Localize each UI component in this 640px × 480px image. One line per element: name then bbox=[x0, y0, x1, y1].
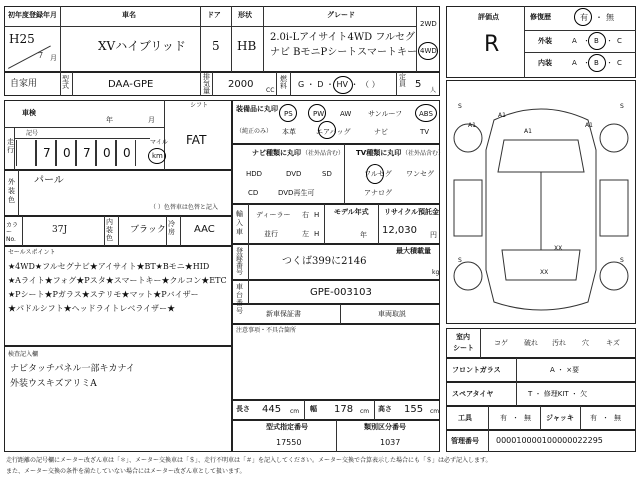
inspection-label: 車検 bbox=[22, 109, 36, 117]
repair-no: 無 bbox=[606, 13, 614, 22]
jack-no: 無 bbox=[614, 414, 621, 422]
wheel-rear-left bbox=[454, 262, 482, 290]
mileage-digit-cell bbox=[36, 140, 56, 166]
wheel-rear-right bbox=[600, 262, 628, 290]
model-year-unit: 年 bbox=[360, 231, 367, 239]
selling-point-line: ★4WD★フルセグナビ★アイサイト★BT★Bモニ★HID bbox=[8, 262, 210, 271]
glass-value: A ・ ×要 bbox=[550, 366, 580, 374]
notes-label: 注意事項・不具合箇所 bbox=[236, 327, 297, 334]
interior-color-value: ブラック bbox=[130, 225, 166, 235]
mileage-digit: 0 bbox=[63, 146, 71, 160]
selling-point-line: ★Aライト★フォグ★Pスタ★スマートキー★クルコン★ETC bbox=[8, 276, 227, 285]
interior-color-label: 内装色 bbox=[106, 218, 113, 242]
interior-grade-a: A bbox=[572, 59, 577, 67]
width-unit: cm bbox=[360, 408, 370, 415]
4wd-circle-mark bbox=[418, 42, 438, 60]
model-year-label: モデル年式 bbox=[334, 208, 369, 216]
ac-value: AAC bbox=[194, 224, 215, 235]
inspection-month: 月 bbox=[148, 116, 155, 124]
tv-fullseg-circle-mark bbox=[366, 164, 384, 184]
payload-label: 最大積載量 bbox=[396, 247, 431, 255]
first-reg-label: 初年度登録年月 bbox=[8, 11, 57, 19]
tools-label: 工具 bbox=[458, 414, 472, 422]
chassis-label: 車台番号 bbox=[236, 283, 243, 315]
recycle-amount: 12,030 bbox=[382, 225, 417, 236]
import-h-left: H bbox=[314, 230, 320, 238]
doors-value: 5 bbox=[212, 39, 220, 53]
equip-ps-circle-mark bbox=[279, 104, 297, 122]
interior-dot2: ・ bbox=[606, 59, 613, 67]
nav-sd: SD bbox=[322, 170, 332, 178]
equip-pw: PW bbox=[313, 110, 325, 118]
length-unit: cm bbox=[290, 408, 300, 415]
equip-pw-circle-mark bbox=[308, 104, 326, 122]
inspection-year: 年 bbox=[106, 116, 113, 124]
mark-s-1: S bbox=[458, 103, 462, 110]
nav-dvd: DVD bbox=[286, 170, 302, 178]
type-no-value: 17550 bbox=[276, 438, 302, 447]
mile-unit: マイル bbox=[150, 139, 168, 146]
exterior-grade-a: A bbox=[572, 37, 577, 45]
doors-label: ドア bbox=[207, 11, 221, 19]
plate-label: 登録番号 bbox=[236, 247, 243, 276]
jack-label: ジャッキ bbox=[546, 414, 574, 422]
tv-oneseg: ワンセグ bbox=[406, 170, 434, 178]
mgmt-number: 000010000100000022295 bbox=[496, 436, 603, 445]
shift-label: シフト bbox=[190, 102, 209, 109]
car-name-label: 車名 bbox=[122, 11, 136, 19]
interior-grade-c: C bbox=[617, 59, 622, 67]
4wd-option: 4WD bbox=[420, 47, 437, 55]
equipment-sublabel: （純正のみ） bbox=[236, 128, 273, 135]
damage-burn: コゲ bbox=[494, 339, 508, 347]
exterior-grade-b: B bbox=[594, 37, 599, 45]
capacity-label: 定員 bbox=[399, 73, 406, 88]
shape-label: 形状 bbox=[238, 11, 252, 19]
interior-grade-b: B bbox=[594, 59, 599, 67]
equip-airbag-circle-mark bbox=[318, 121, 336, 139]
class-no-value: 1037 bbox=[380, 438, 401, 447]
import-right: 右 bbox=[302, 211, 309, 219]
grade-line2: ナビ BモニPシートスマートキー bbox=[270, 47, 417, 58]
windshield-outline bbox=[498, 140, 584, 172]
interior-damage-label-1: 室内 bbox=[456, 333, 470, 341]
type-label: 型式 bbox=[62, 75, 69, 90]
first-reg-era: H25 bbox=[9, 32, 35, 46]
nav-cd: CD bbox=[248, 189, 259, 197]
2wd-option: 2WD bbox=[420, 20, 437, 28]
height-unit: cm bbox=[430, 408, 440, 415]
warranty-label: 新車保証書 bbox=[266, 310, 301, 318]
mileage-digit-cell bbox=[16, 140, 36, 166]
selling-points-label: セールスポイント bbox=[8, 249, 56, 256]
tools-dot: ・ bbox=[512, 414, 519, 422]
mileage-label: 走行 bbox=[7, 138, 14, 154]
width-label: 幅 bbox=[310, 405, 317, 413]
nav-types-label: ナビ種類に丸印 bbox=[252, 149, 301, 157]
score-label: 評価点 bbox=[478, 13, 499, 21]
import-parallel: 並行 bbox=[264, 230, 278, 238]
nav-dvd-playback: DVD再生可 bbox=[278, 189, 315, 197]
exterior-b-circle-mark bbox=[588, 32, 606, 50]
exterior-dot2: ・ bbox=[606, 37, 613, 45]
damage-stain: 汚れ bbox=[552, 339, 566, 347]
km-circle-mark bbox=[148, 148, 166, 164]
first-reg-month-unit: 月 bbox=[50, 54, 57, 62]
mileage-digit-cell bbox=[116, 140, 136, 166]
mark-s-2: S bbox=[620, 103, 624, 110]
nav-hdd: HDD bbox=[246, 170, 263, 178]
mileage-digit-cell bbox=[96, 140, 116, 166]
color-change-note: （ ）色替車は色替と記入 bbox=[150, 204, 218, 211]
car-diagram bbox=[446, 80, 636, 324]
mark-xx-mid: XX bbox=[554, 245, 563, 252]
nav-types-sub: （社外品含む） bbox=[302, 150, 345, 157]
shape-value: HB bbox=[237, 39, 257, 53]
tv-types-label: TV種類に丸印 bbox=[356, 149, 402, 157]
repair-label: 修復歴 bbox=[530, 13, 551, 21]
displacement-value: 2000 bbox=[228, 79, 254, 90]
jack-yes: 有 bbox=[590, 414, 597, 422]
equip-ps: PS bbox=[284, 110, 293, 118]
equip-abs: ABS bbox=[419, 110, 433, 118]
exterior-grade-c: C bbox=[617, 37, 622, 45]
interior-dot1: ・ bbox=[583, 59, 590, 67]
first-reg-month: 7 bbox=[38, 51, 44, 60]
inspector-notes-label: 検査記入欄 bbox=[8, 351, 39, 358]
mark-a1-center: A1 bbox=[524, 128, 532, 135]
mark-a1-front-left: A1 bbox=[468, 122, 476, 129]
equip-navi: ナビ bbox=[374, 128, 388, 136]
repair-yes: 有 bbox=[580, 13, 588, 22]
import-left: 左 bbox=[302, 230, 309, 238]
color-no-value: 37J bbox=[52, 225, 68, 235]
tv-analog: アナログ bbox=[364, 189, 392, 197]
jack-dot: ・ bbox=[602, 414, 609, 422]
glass-label: フロントガラス bbox=[452, 366, 501, 374]
mark-a1-top: A1 bbox=[498, 112, 506, 119]
equip-tv: TV bbox=[420, 128, 430, 136]
payload-kg: kg bbox=[432, 269, 440, 276]
mileage-digit: 0 bbox=[123, 146, 131, 160]
plate-value: つくば399に2146 bbox=[282, 256, 367, 267]
class-no-label: 類別区分番号 bbox=[364, 423, 406, 431]
score-value: R bbox=[484, 32, 500, 57]
tv-types-sub: （社外品含む） bbox=[402, 150, 445, 157]
mileage-digit: 7 bbox=[83, 146, 91, 160]
wheel-front-right bbox=[600, 124, 628, 152]
inspector-note-line: 外装ウスキズアリミA bbox=[10, 379, 97, 389]
fuel-label: 燃料 bbox=[280, 75, 287, 90]
equip-abs-circle-mark bbox=[415, 104, 437, 122]
tools-yes: 有 bbox=[500, 414, 507, 422]
recycle-yen: 円 bbox=[430, 231, 437, 239]
mileage-digit-cell bbox=[76, 140, 96, 166]
damage-tear: 破れ bbox=[524, 339, 538, 347]
footer-note-2: また、メーター交換の条件を満たしていない場合にはメーター改ざん車として扱います。 bbox=[6, 468, 246, 475]
capacity-unit: 人 bbox=[430, 87, 437, 94]
mgmt-label: 管理番号 bbox=[451, 437, 479, 445]
length-label: 長さ bbox=[236, 405, 250, 413]
fuel-hv-circle-mark bbox=[333, 76, 353, 94]
length-value: 445 bbox=[262, 404, 282, 415]
displacement-label: 排気量 bbox=[203, 73, 210, 95]
damage-hole: 穴 bbox=[582, 339, 589, 347]
mark-s-4: S bbox=[620, 257, 624, 264]
notes-box bbox=[232, 324, 440, 400]
model-code: DAA-GPE bbox=[108, 79, 154, 90]
shift-value: FAT bbox=[186, 133, 207, 147]
km-unit: km bbox=[152, 152, 163, 160]
selling-point-line: ★パドルシフト★ヘッドライトレベライザー★ bbox=[8, 304, 176, 313]
equipment-label: 装備品に丸印 bbox=[236, 105, 278, 113]
equip-leather: 本革 bbox=[282, 128, 296, 136]
ac-label: 冷房 bbox=[168, 220, 175, 236]
chassis-value: GPE-003103 bbox=[310, 287, 372, 298]
manual-label: 車両取説 bbox=[378, 310, 406, 318]
mark-a1-front-right: A1 bbox=[585, 122, 593, 129]
width-value: 178 bbox=[334, 404, 354, 415]
repair-dot: ・ bbox=[595, 13, 603, 22]
exterior-color-value: パール bbox=[34, 175, 64, 186]
type-no-label: 型式指定番号 bbox=[266, 423, 308, 431]
inspector-notes-box bbox=[4, 346, 232, 452]
mileage-digit-cell bbox=[56, 140, 76, 166]
grade-line1: 2.0i-Lアイサイト4WD フルセグ bbox=[270, 32, 415, 43]
door-left bbox=[454, 180, 482, 236]
exterior-grade-label: 外装 bbox=[538, 37, 552, 45]
inspector-note-line: ナビタッチパネル一部キカナイ bbox=[10, 364, 135, 374]
equip-sunroof: サンルーフ bbox=[368, 110, 403, 118]
color-no-label: カラーNo. bbox=[6, 222, 19, 243]
documents-row bbox=[232, 304, 440, 324]
use-type: 自家用 bbox=[10, 79, 38, 89]
fuel-options: G ・ D ・ HV ・ （ ） bbox=[298, 80, 380, 89]
mileage-digit: 0 bbox=[103, 146, 111, 160]
interior-b-circle-mark bbox=[588, 54, 606, 72]
interior-damage-label-2: シート bbox=[453, 344, 474, 352]
height-value: 155 bbox=[404, 404, 424, 415]
exterior-dot1: ・ bbox=[583, 37, 590, 45]
import-h-right: H bbox=[314, 211, 320, 219]
recycle-label: リサイクル預託金 bbox=[384, 208, 440, 216]
import-dealer: ディーラー bbox=[256, 211, 291, 219]
equip-aw: AW bbox=[340, 110, 352, 118]
equip-airbag: エアバッグ bbox=[316, 128, 351, 136]
car-name: XVハイブリッド bbox=[98, 39, 186, 53]
grade-label: グレード bbox=[327, 11, 355, 19]
height-label: 高さ bbox=[378, 405, 392, 413]
selling-point-line: ★Pシート★Pガラス★ステリモ★マット★Pバイザー bbox=[8, 290, 199, 299]
import-label: 輸入車 bbox=[236, 210, 243, 236]
footer-note-1: 走行距離の記号欄にメーター改ざん車は「＊」、メーター交換車は「＄」、走行不明車は「＃」を記入してください。メーター交換で合算表示した場合にも「＄」は必ず記入します。 bbox=[6, 457, 492, 464]
mark-s-3: S bbox=[458, 257, 462, 264]
interior-grade-label: 内装 bbox=[538, 59, 552, 67]
odometer-record-label: 記号 bbox=[26, 130, 39, 137]
repair-yes-circle-mark bbox=[574, 8, 592, 26]
exterior-color-label: 外装色 bbox=[8, 178, 15, 204]
mileage-digit: 7 bbox=[43, 146, 51, 160]
cc-unit: CC bbox=[266, 87, 275, 94]
spare-value: T ・ 修理KIT ・ 欠 bbox=[528, 390, 588, 398]
tv-fullseg: フルセグ bbox=[364, 170, 392, 178]
mark-xx-rear: XX bbox=[540, 269, 549, 276]
door-right bbox=[600, 180, 628, 236]
spare-label: スペアタイヤ bbox=[452, 390, 494, 398]
tools-no: 無 bbox=[524, 414, 531, 422]
capacity-value: 5 bbox=[415, 79, 422, 90]
damage-scratch: キズ bbox=[606, 339, 620, 347]
